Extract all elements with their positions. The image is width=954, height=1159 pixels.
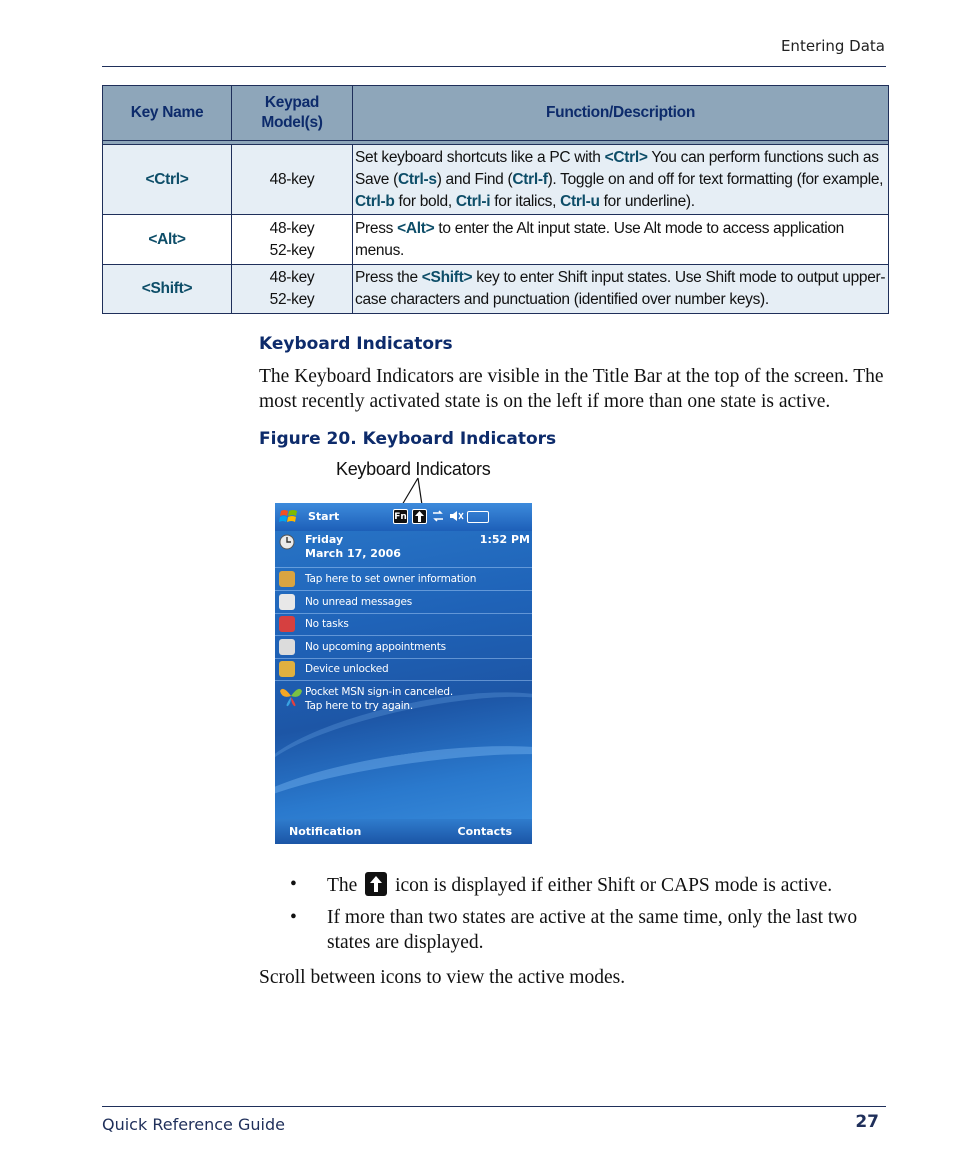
bullet-item-shift-icon <box>290 872 890 898</box>
figure-caption: Figure 20. Keyboard Indicators <box>259 429 557 449</box>
messages-icon <box>279 594 295 610</box>
table-row <box>103 215 889 265</box>
bullet1-text-before: The <box>327 875 358 896</box>
section-paragraph: The Keyboard Indicators are visible in the Title Bar at the top of the screen. The most recently activated state is on the left if more than one state is active. <box>259 366 884 412</box>
clock-time[interactable]: 1:52 PM <box>479 533 530 546</box>
col-header-keypad-models <box>232 86 353 141</box>
battery-icon[interactable] <box>467 511 489 523</box>
device-today-screen <box>275 503 532 844</box>
unlock-icon <box>279 661 295 677</box>
fn-indicator-icon: Fn <box>393 509 408 524</box>
description-text: ). Toggle on and off for text formatting (for example, <box>547 170 884 188</box>
col-header-key-name: Key Name <box>103 86 232 141</box>
today-item-label[interactable]: Device unlocked <box>305 663 389 675</box>
key-combo: <Shift> <box>421 269 473 286</box>
msn-status-line2[interactable]: Tap here to try again. <box>305 700 414 712</box>
description-text: ) and Find ( <box>436 170 513 188</box>
keypad-model-cell <box>232 215 353 265</box>
bullet1-text-after: icon is displayed if either Shift or CAPS mode is active. <box>395 875 833 896</box>
function-description-cell <box>353 215 889 265</box>
bullet-dot: • <box>290 874 297 895</box>
bullet-list <box>290 872 890 962</box>
page-number: 27 <box>855 1112 879 1132</box>
key-combo: Ctrl-s <box>398 170 437 188</box>
description-text: for italics, <box>490 192 561 210</box>
key-name-cell: <Ctrl> <box>103 145 232 215</box>
keypad-model-cell <box>232 265 353 314</box>
table-row <box>103 145 889 215</box>
key-combo: Ctrl-b <box>355 192 395 210</box>
key-combo: Ctrl-i <box>455 192 491 210</box>
running-header: Entering Data <box>780 37 885 55</box>
description-text: Press the <box>355 269 422 286</box>
keypad-model: 48-key <box>269 170 315 188</box>
description-text: for underline). <box>599 192 695 210</box>
function-description-cell <box>353 145 889 215</box>
description-text: You can perform functions such as Save ( <box>355 148 879 188</box>
softkey-contacts[interactable]: Contacts <box>457 825 512 838</box>
row-divider <box>275 635 532 636</box>
description-text: Set keyboard shortcuts like a PC with <box>355 148 605 166</box>
closing-paragraph: Scroll between icons to view the active modes. <box>259 967 626 988</box>
clock-icon <box>279 534 295 550</box>
bullet-dot: • <box>290 907 297 928</box>
section-heading: Keyboard Indicators <box>259 334 453 354</box>
key-combo: <Alt> <box>397 219 435 237</box>
keypad-model: 48-key <box>269 219 315 237</box>
volume-icon[interactable] <box>449 509 463 524</box>
key-function-table <box>102 85 889 314</box>
bullet2-text: If more than two states are active at the same time, only the last two states are displayed. <box>327 907 858 953</box>
key-combo: Ctrl-f <box>512 170 548 188</box>
description-text: key to enter Shift input states. Use Shift mode to output upper-case characters and punctuation (identified over number keys). <box>355 269 886 308</box>
description-text: Press <box>355 219 398 237</box>
col-header-keypad-line2: Model(s) <box>261 114 323 131</box>
date-date[interactable]: March 17, 2006 <box>305 547 401 560</box>
today-item-label[interactable]: No tasks <box>305 618 349 630</box>
connectivity-icon[interactable] <box>431 509 445 524</box>
row-divider <box>275 680 532 681</box>
keypad-model: 52-key <box>269 241 315 259</box>
table-body <box>103 145 889 314</box>
footer-title: Quick Reference Guide <box>102 1115 285 1134</box>
owner-icon <box>279 571 295 587</box>
today-item-label[interactable]: No upcoming appointments <box>305 641 446 653</box>
windows-flag-icon[interactable] <box>279 507 299 527</box>
footer-rule <box>102 1106 886 1107</box>
key-name-cell: <Shift> <box>103 265 232 314</box>
today-item-label[interactable]: No unread messages <box>305 596 412 608</box>
row-divider <box>275 567 532 568</box>
tasks-icon <box>279 616 295 632</box>
softkey-notification[interactable]: Notification <box>289 825 362 838</box>
msn-status-line1[interactable]: Pocket MSN sign-in canceled. <box>305 686 453 698</box>
col-header-keypad-line1: Keypad <box>264 94 320 111</box>
start-label[interactable]: Start <box>308 510 340 523</box>
msn-butterfly-icon <box>279 685 303 707</box>
shift-arrow-icon <box>365 872 387 896</box>
description-text: for bold, <box>394 192 456 210</box>
header-rule <box>102 66 886 67</box>
key-combo: Ctrl-u <box>560 192 600 210</box>
row-divider <box>275 613 532 614</box>
key-combo: <Ctrl> <box>604 148 648 166</box>
col-header-function: Function/Description <box>353 86 889 141</box>
function-description-cell <box>353 265 889 314</box>
bullet-item-two-states <box>290 905 890 955</box>
title-bar-indicators <box>393 509 489 524</box>
description-text: to enter the Alt input state. Use Alt mode to access application menus. <box>355 219 844 259</box>
keypad-model-cell <box>232 145 353 215</box>
keypad-model: 52-key <box>269 291 315 308</box>
shift-indicator-icon <box>412 509 427 524</box>
figure-callout-label: Keyboard Indicators <box>336 459 491 479</box>
row-divider <box>275 658 532 659</box>
table-row <box>103 265 889 314</box>
keypad-model: 48-key <box>269 269 315 286</box>
today-item-label[interactable]: Tap here to set owner information <box>305 573 477 585</box>
row-divider <box>275 590 532 591</box>
date-day[interactable]: Friday <box>305 533 344 546</box>
key-name-cell: <Alt> <box>103 215 232 265</box>
calendar-icon <box>279 639 295 655</box>
